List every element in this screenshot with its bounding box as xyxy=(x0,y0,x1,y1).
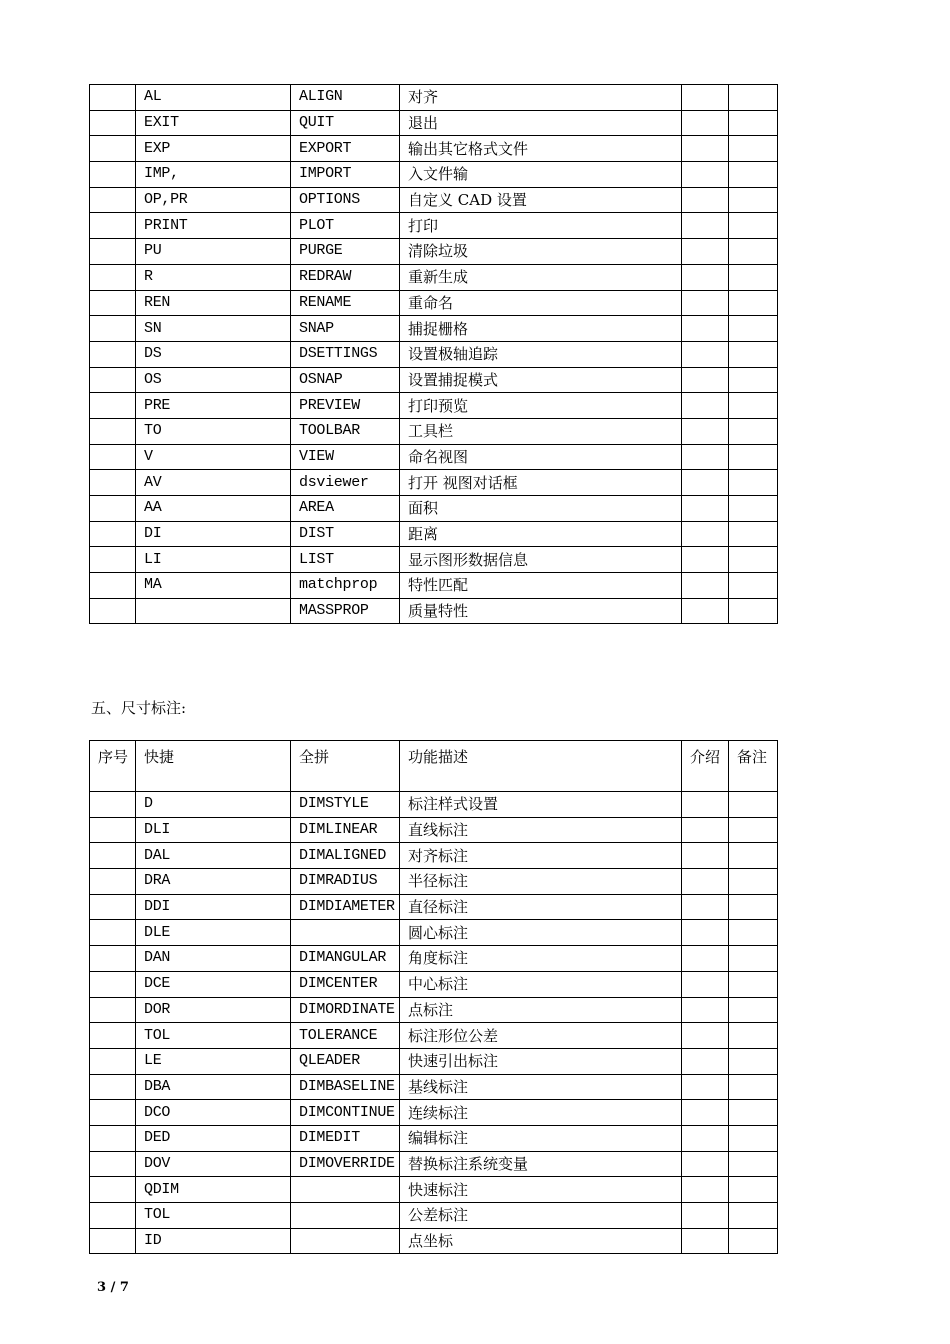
header-desc: 功能描述 xyxy=(400,741,682,792)
cell-shortcut: PRE xyxy=(136,393,291,419)
cell-desc: 特性匹配 xyxy=(400,573,682,599)
cell-note xyxy=(729,997,778,1023)
cell-no xyxy=(90,894,136,920)
table-row xyxy=(90,316,778,342)
cell-intro xyxy=(682,817,729,843)
cell-shortcut: PRINT xyxy=(136,213,291,239)
cell-shortcut: OS xyxy=(136,367,291,393)
cell-intro xyxy=(682,470,729,496)
table-row xyxy=(90,547,778,573)
cell-no xyxy=(90,367,136,393)
header-full: 全拼 xyxy=(291,741,400,792)
cell-note xyxy=(729,110,778,136)
cell-note xyxy=(729,521,778,547)
table-header-row xyxy=(90,741,778,792)
cell-shortcut: R xyxy=(136,264,291,290)
table-row xyxy=(90,341,778,367)
cell-shortcut: DRA xyxy=(136,869,291,895)
cell-full: matchprop xyxy=(291,573,400,599)
cell-no xyxy=(90,946,136,972)
cell-intro xyxy=(682,496,729,522)
cell-full: REDRAW xyxy=(291,264,400,290)
cell-full: RENAME xyxy=(291,290,400,316)
table-row xyxy=(90,997,778,1023)
table-row xyxy=(90,1048,778,1074)
cell-desc: 显示图形数据信息 xyxy=(400,547,682,573)
cell-note xyxy=(729,1151,778,1177)
cell-no xyxy=(90,85,136,111)
header-shortcut: 快捷 xyxy=(136,741,291,792)
table-row xyxy=(90,573,778,599)
cell-no xyxy=(90,110,136,136)
cell-full: dsviewer xyxy=(291,470,400,496)
table-row xyxy=(90,869,778,895)
cell-note xyxy=(729,341,778,367)
cell-note xyxy=(729,239,778,265)
table-row xyxy=(90,187,778,213)
table-row xyxy=(90,843,778,869)
cell-full: TOLERANCE xyxy=(291,1023,400,1049)
cell-shortcut: DBA xyxy=(136,1074,291,1100)
cell-desc: 距离 xyxy=(400,521,682,547)
cell-full: PURGE xyxy=(291,239,400,265)
cell-no xyxy=(90,496,136,522)
cell-note xyxy=(729,1074,778,1100)
cell-full: TOOLBAR xyxy=(291,418,400,444)
cell-shortcut: V xyxy=(136,444,291,470)
table-row xyxy=(90,290,778,316)
table-row xyxy=(90,946,778,972)
cell-no xyxy=(90,393,136,419)
cell-no xyxy=(90,341,136,367)
cell-no xyxy=(90,1023,136,1049)
table-row xyxy=(90,136,778,162)
table-row xyxy=(90,1228,778,1254)
cell-desc: 打开 视图对话框 xyxy=(400,470,682,496)
table-row xyxy=(90,85,778,111)
cell-desc: 基线标注 xyxy=(400,1074,682,1100)
cell-no xyxy=(90,213,136,239)
cell-desc: 自定义 CAD 设置 xyxy=(400,187,682,213)
cell-note xyxy=(729,598,778,624)
cell-intro xyxy=(682,1203,729,1229)
cell-no xyxy=(90,470,136,496)
cell-note xyxy=(729,136,778,162)
cell-no xyxy=(90,598,136,624)
cell-shortcut: DLI xyxy=(136,817,291,843)
cell-note xyxy=(729,290,778,316)
cell-desc: 入文件输 xyxy=(400,162,682,188)
cell-desc: 重新生成 xyxy=(400,264,682,290)
cell-intro xyxy=(682,1048,729,1074)
cell-desc: 工具栏 xyxy=(400,418,682,444)
cell-note xyxy=(729,1125,778,1151)
cell-full: DIMORDINATE xyxy=(291,997,400,1023)
cell-note xyxy=(729,264,778,290)
cell-full: DIMRADIUS xyxy=(291,869,400,895)
table-row xyxy=(90,367,778,393)
cell-intro xyxy=(682,136,729,162)
cell-no xyxy=(90,162,136,188)
cell-shortcut: SN xyxy=(136,316,291,342)
table-row xyxy=(90,162,778,188)
cell-full: EXPORT xyxy=(291,136,400,162)
cell-full: DIMSTYLE xyxy=(291,792,400,818)
cell-note xyxy=(729,1203,778,1229)
cell-shortcut: EXP xyxy=(136,136,291,162)
cell-note xyxy=(729,85,778,111)
cell-note xyxy=(729,1048,778,1074)
cell-note xyxy=(729,470,778,496)
cell-desc: 输出其它格式文件 xyxy=(400,136,682,162)
cell-intro xyxy=(682,85,729,111)
page-number: 3 / 7 xyxy=(97,1280,129,1295)
cell-shortcut: MA xyxy=(136,573,291,599)
cell-no xyxy=(90,239,136,265)
cell-intro xyxy=(682,1074,729,1100)
cell-shortcut: DCO xyxy=(136,1100,291,1126)
cell-desc: 打印 xyxy=(400,213,682,239)
header-note: 备注 xyxy=(729,741,778,792)
table-row xyxy=(90,110,778,136)
cell-no xyxy=(90,316,136,342)
table-row xyxy=(90,393,778,419)
cell-note xyxy=(729,444,778,470)
cell-desc: 退出 xyxy=(400,110,682,136)
cell-shortcut: DDI xyxy=(136,894,291,920)
dimension-commands-table xyxy=(89,740,778,1254)
cell-no xyxy=(90,187,136,213)
cell-full: QUIT xyxy=(291,110,400,136)
cell-note xyxy=(729,817,778,843)
cell-intro xyxy=(682,418,729,444)
cell-shortcut: ID xyxy=(136,1228,291,1254)
cell-note xyxy=(729,213,778,239)
dimension-commands-table-body xyxy=(90,741,778,1254)
cell-full: DIMBASELINE xyxy=(291,1074,400,1100)
cell-note xyxy=(729,1228,778,1254)
cell-shortcut xyxy=(136,598,291,624)
cell-desc: 清除垃圾 xyxy=(400,239,682,265)
cell-shortcut: DI xyxy=(136,521,291,547)
cell-desc: 替换标注系统变量 xyxy=(400,1151,682,1177)
cell-note xyxy=(729,1023,778,1049)
cell-no xyxy=(90,264,136,290)
cell-intro xyxy=(682,894,729,920)
cell-intro xyxy=(682,1177,729,1203)
cell-full xyxy=(291,1228,400,1254)
table-row xyxy=(90,239,778,265)
cell-intro xyxy=(682,598,729,624)
cell-intro xyxy=(682,920,729,946)
cell-desc: 连续标注 xyxy=(400,1100,682,1126)
cell-note xyxy=(729,920,778,946)
cell-no xyxy=(90,971,136,997)
cell-intro xyxy=(682,869,729,895)
table-row xyxy=(90,213,778,239)
cell-intro xyxy=(682,162,729,188)
cell-note xyxy=(729,187,778,213)
cell-shortcut: TOL xyxy=(136,1023,291,1049)
cell-shortcut: TO xyxy=(136,418,291,444)
cell-full xyxy=(291,920,400,946)
cell-full: SNAP xyxy=(291,316,400,342)
cell-no xyxy=(90,1177,136,1203)
cell-no xyxy=(90,444,136,470)
header-intro: 介绍 xyxy=(682,741,729,792)
cell-no xyxy=(90,792,136,818)
cell-note xyxy=(729,946,778,972)
cell-intro xyxy=(682,547,729,573)
cell-intro xyxy=(682,521,729,547)
cell-shortcut: EXIT xyxy=(136,110,291,136)
cell-no xyxy=(90,1203,136,1229)
cell-no xyxy=(90,1228,136,1254)
cell-shortcut: DED xyxy=(136,1125,291,1151)
cell-intro xyxy=(682,341,729,367)
cell-shortcut: DS xyxy=(136,341,291,367)
cell-no xyxy=(90,997,136,1023)
cell-note xyxy=(729,894,778,920)
cell-shortcut: D xyxy=(136,792,291,818)
cell-full: DIMDIAMETER xyxy=(291,894,400,920)
cell-no xyxy=(90,521,136,547)
table-row xyxy=(90,1100,778,1126)
cell-desc: 命名视图 xyxy=(400,444,682,470)
cell-full: DIST xyxy=(291,521,400,547)
table-row xyxy=(90,1023,778,1049)
cell-no xyxy=(90,1100,136,1126)
cell-desc: 重命名 xyxy=(400,290,682,316)
table-row xyxy=(90,1151,778,1177)
cell-intro xyxy=(682,997,729,1023)
table-row xyxy=(90,971,778,997)
cell-full: PREVIEW xyxy=(291,393,400,419)
cell-intro xyxy=(682,573,729,599)
cell-note xyxy=(729,843,778,869)
cell-intro xyxy=(682,946,729,972)
cell-shortcut: AV xyxy=(136,470,291,496)
cell-note xyxy=(729,573,778,599)
cell-desc: 直线标注 xyxy=(400,817,682,843)
cell-no xyxy=(90,817,136,843)
table-row xyxy=(90,817,778,843)
cell-shortcut: OP,PR xyxy=(136,187,291,213)
cell-desc: 快速引出标注 xyxy=(400,1048,682,1074)
cell-note xyxy=(729,1100,778,1126)
cell-note xyxy=(729,971,778,997)
cell-desc: 编辑标注 xyxy=(400,1125,682,1151)
cell-shortcut: DAL xyxy=(136,843,291,869)
cell-intro xyxy=(682,239,729,265)
cell-note xyxy=(729,869,778,895)
cell-full: DIMOVERRIDE xyxy=(291,1151,400,1177)
cell-desc: 对齐标注 xyxy=(400,843,682,869)
table-row xyxy=(90,264,778,290)
table-row xyxy=(90,1177,778,1203)
cell-intro xyxy=(682,213,729,239)
cell-shortcut: LE xyxy=(136,1048,291,1074)
cell-no xyxy=(90,1048,136,1074)
cell-desc: 公差标注 xyxy=(400,1203,682,1229)
cell-desc: 直径标注 xyxy=(400,894,682,920)
table-row xyxy=(90,894,778,920)
cell-shortcut: DOR xyxy=(136,997,291,1023)
cell-note xyxy=(729,496,778,522)
cell-note xyxy=(729,316,778,342)
cell-full: DIMCONTINUE xyxy=(291,1100,400,1126)
cell-desc: 快速标注 xyxy=(400,1177,682,1203)
cell-desc: 设置极轴追踪 xyxy=(400,341,682,367)
cell-intro xyxy=(682,187,729,213)
cell-intro xyxy=(682,1125,729,1151)
cell-desc: 角度标注 xyxy=(400,946,682,972)
table-row xyxy=(90,1074,778,1100)
cell-intro xyxy=(682,843,729,869)
cell-desc: 中心标注 xyxy=(400,971,682,997)
cell-shortcut: DOV xyxy=(136,1151,291,1177)
cell-intro xyxy=(682,290,729,316)
cell-note xyxy=(729,418,778,444)
cell-full: OPTIONS xyxy=(291,187,400,213)
table-row xyxy=(90,496,778,522)
cell-shortcut: AA xyxy=(136,496,291,522)
cell-shortcut: TOL xyxy=(136,1203,291,1229)
cell-full: LIST xyxy=(291,547,400,573)
cell-intro xyxy=(682,1100,729,1126)
cell-desc: 捕捉栅格 xyxy=(400,316,682,342)
cell-desc: 点标注 xyxy=(400,997,682,1023)
table-row xyxy=(90,598,778,624)
cell-full: DSETTINGS xyxy=(291,341,400,367)
commands-table-1 xyxy=(89,84,778,624)
cell-desc: 标注形位公差 xyxy=(400,1023,682,1049)
cell-full: DIMCENTER xyxy=(291,971,400,997)
cell-intro xyxy=(682,316,729,342)
cell-shortcut: DLE xyxy=(136,920,291,946)
cell-no xyxy=(90,136,136,162)
cell-no xyxy=(90,1074,136,1100)
cell-no xyxy=(90,920,136,946)
table-row xyxy=(90,418,778,444)
cell-no xyxy=(90,1151,136,1177)
cell-note xyxy=(729,547,778,573)
cell-full: DIMEDIT xyxy=(291,1125,400,1151)
cell-full: VIEW xyxy=(291,444,400,470)
cell-no xyxy=(90,869,136,895)
cell-note xyxy=(729,792,778,818)
cell-intro xyxy=(682,264,729,290)
cell-desc: 设置捕捉模式 xyxy=(400,367,682,393)
cell-shortcut: QDIM xyxy=(136,1177,291,1203)
cell-intro xyxy=(682,367,729,393)
cell-no xyxy=(90,843,136,869)
cell-no xyxy=(90,418,136,444)
cell-intro xyxy=(682,1151,729,1177)
table-row xyxy=(90,792,778,818)
header-no: 序号 xyxy=(90,741,136,792)
cell-note xyxy=(729,393,778,419)
cell-desc: 标注样式设置 xyxy=(400,792,682,818)
cell-intro xyxy=(682,393,729,419)
cell-full: MASSPROP xyxy=(291,598,400,624)
cell-shortcut: DAN xyxy=(136,946,291,972)
cell-no xyxy=(90,573,136,599)
cell-desc: 打印预览 xyxy=(400,393,682,419)
cell-shortcut: REN xyxy=(136,290,291,316)
cell-note xyxy=(729,367,778,393)
table-row xyxy=(90,444,778,470)
cell-shortcut: AL xyxy=(136,85,291,111)
cell-intro xyxy=(682,792,729,818)
cell-full: ALIGN xyxy=(291,85,400,111)
cell-full: DIMANGULAR xyxy=(291,946,400,972)
cell-intro xyxy=(682,971,729,997)
cell-no xyxy=(90,547,136,573)
cell-full: PLOT xyxy=(291,213,400,239)
cell-desc: 圆心标注 xyxy=(400,920,682,946)
cell-shortcut: PU xyxy=(136,239,291,265)
table-row xyxy=(90,1125,778,1151)
cell-intro xyxy=(682,444,729,470)
cell-full: DIMALIGNED xyxy=(291,843,400,869)
cell-desc: 对齐 xyxy=(400,85,682,111)
commands-table-1-body xyxy=(90,85,778,624)
cell-full: OSNAP xyxy=(291,367,400,393)
cell-full xyxy=(291,1177,400,1203)
table-row xyxy=(90,1203,778,1229)
cell-no xyxy=(90,290,136,316)
cell-shortcut: DCE xyxy=(136,971,291,997)
cell-intro xyxy=(682,1023,729,1049)
cell-shortcut: IMP, xyxy=(136,162,291,188)
cell-intro xyxy=(682,110,729,136)
cell-desc: 面积 xyxy=(400,496,682,522)
cell-note xyxy=(729,1177,778,1203)
section-title-dimension: 五、尺寸标注: xyxy=(91,699,187,717)
cell-shortcut: LI xyxy=(136,547,291,573)
cell-intro xyxy=(682,1228,729,1254)
cell-full: IMPORT xyxy=(291,162,400,188)
cell-full: QLEADER xyxy=(291,1048,400,1074)
table-row xyxy=(90,521,778,547)
cell-full xyxy=(291,1203,400,1229)
cell-note xyxy=(729,162,778,188)
cell-desc: 质量特性 xyxy=(400,598,682,624)
table-row xyxy=(90,470,778,496)
table-row xyxy=(90,920,778,946)
cell-no xyxy=(90,1125,136,1151)
cell-full: AREA xyxy=(291,496,400,522)
cell-full: DIMLINEAR xyxy=(291,817,400,843)
cell-desc: 半径标注 xyxy=(400,869,682,895)
cell-desc: 点坐标 xyxy=(400,1228,682,1254)
